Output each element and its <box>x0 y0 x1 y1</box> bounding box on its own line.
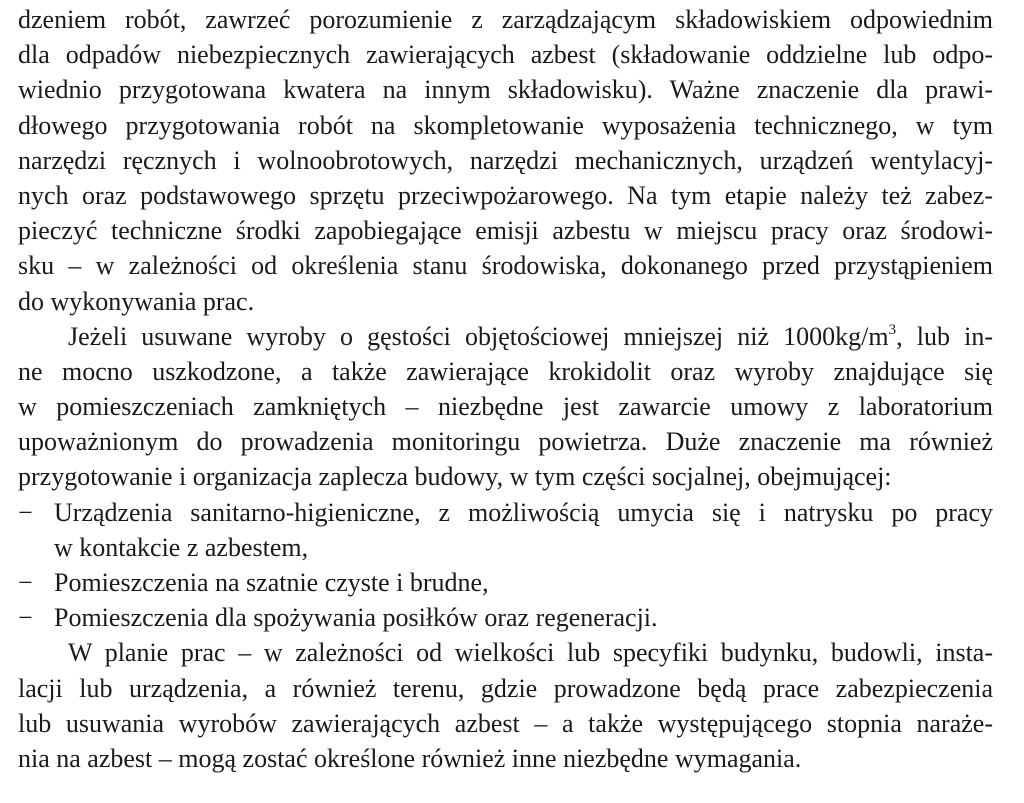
text-line: dla odpadów niebezpiecznych zawierających azbest (składowanie oddzielne lub odpo- <box>18 40 993 70</box>
text-line-with-superscript <box>18 319 993 354</box>
text-segment: , lub in- <box>896 321 993 351</box>
text-line: W planie prac – w zależności od wielkości lub specyfiki budynku, budowli, insta- <box>68 638 993 668</box>
text-line: ne mocno uszkodzone, a także zawierające krokidolit oraz wyroby znajdujące się <box>18 356 993 386</box>
text-line: do wykonywania prac. <box>18 286 255 316</box>
text-line: Pomieszczenia na szatnie czyste i brudne, <box>54 568 489 597</box>
text-line: lacji lub urządzenia, a również terenu, gdzie prowadzone będą prace zabezpieczenia <box>18 673 993 703</box>
paragraph-3 <box>18 635 993 776</box>
text-line: Urządzenia sanitarno-higieniczne, z możliwością umycia się i natrysku po pracy <box>54 497 993 527</box>
text-line: nych oraz podstawowego sprzętu przeciwpożarowego. Na tym etapie należy też zabez- <box>18 180 993 210</box>
text-line: wiednio przygotowana kwatera na innym składowisku). Ważne znaczenie dla prawi- <box>18 75 993 105</box>
text-line: w kontakcie z azbestem, <box>54 532 309 562</box>
list-item <box>18 565 993 600</box>
text-line: przygotowanie i organizacja zaplecza budowy, w tym części socjalnej, obejmującej: <box>18 462 892 492</box>
list-item <box>18 600 993 635</box>
paragraph-1 <box>18 2 993 319</box>
text-segment: Jeżeli usuwane wyroby o gęstości objętościowej mniejszej niż 1000kg/m <box>68 321 889 351</box>
text-line: dłowego przygotowania robót na skompletowanie wyposażenia technicznego, w tym <box>18 110 993 140</box>
text-line: dzeniem robót, zawrzeć porozumienie z zarządzającym składowiskiem odpowiednim <box>18 5 993 34</box>
text-line: lub usuwania wyrobów zawierających azbest – a także występującego stopnia naraże- <box>18 708 993 738</box>
text-line: pieczyć techniczne środki zapobiegające emisji azbestu w miejscu pracy oraz środowi- <box>18 216 993 246</box>
superscript: 3 <box>888 321 897 338</box>
text-line: nia na azbest – mogą zostać określone również inne niezbędne wymagania. <box>18 743 802 773</box>
text-line: Pomieszczenia dla spożywania posiłków oraz regeneracji. <box>54 603 658 633</box>
dash-bullet-icon: − <box>18 603 33 633</box>
dash-bullet-icon: − <box>18 568 33 597</box>
text-line: w pomieszczeniach zamkniętych – niezbędne jest zawarcie umowy z laboratorium <box>18 392 993 422</box>
text-line: narzędzi ręcznych i wolnoobrotowych, narzędzi mechanicznych, urządzeń wentylacyj- <box>18 145 993 175</box>
bullet-list <box>18 495 993 636</box>
dash-bullet-icon: − <box>18 497 33 527</box>
list-item <box>18 495 993 565</box>
paragraph-2 <box>18 319 993 495</box>
text-line: upoważnionym do prowadzenia monitoringu powietrza. Duże znaczenie ma również <box>18 427 993 457</box>
text-line: sku – w zależności od określenia stanu środowiska, dokonanego przed przystąpieniem <box>18 251 993 281</box>
